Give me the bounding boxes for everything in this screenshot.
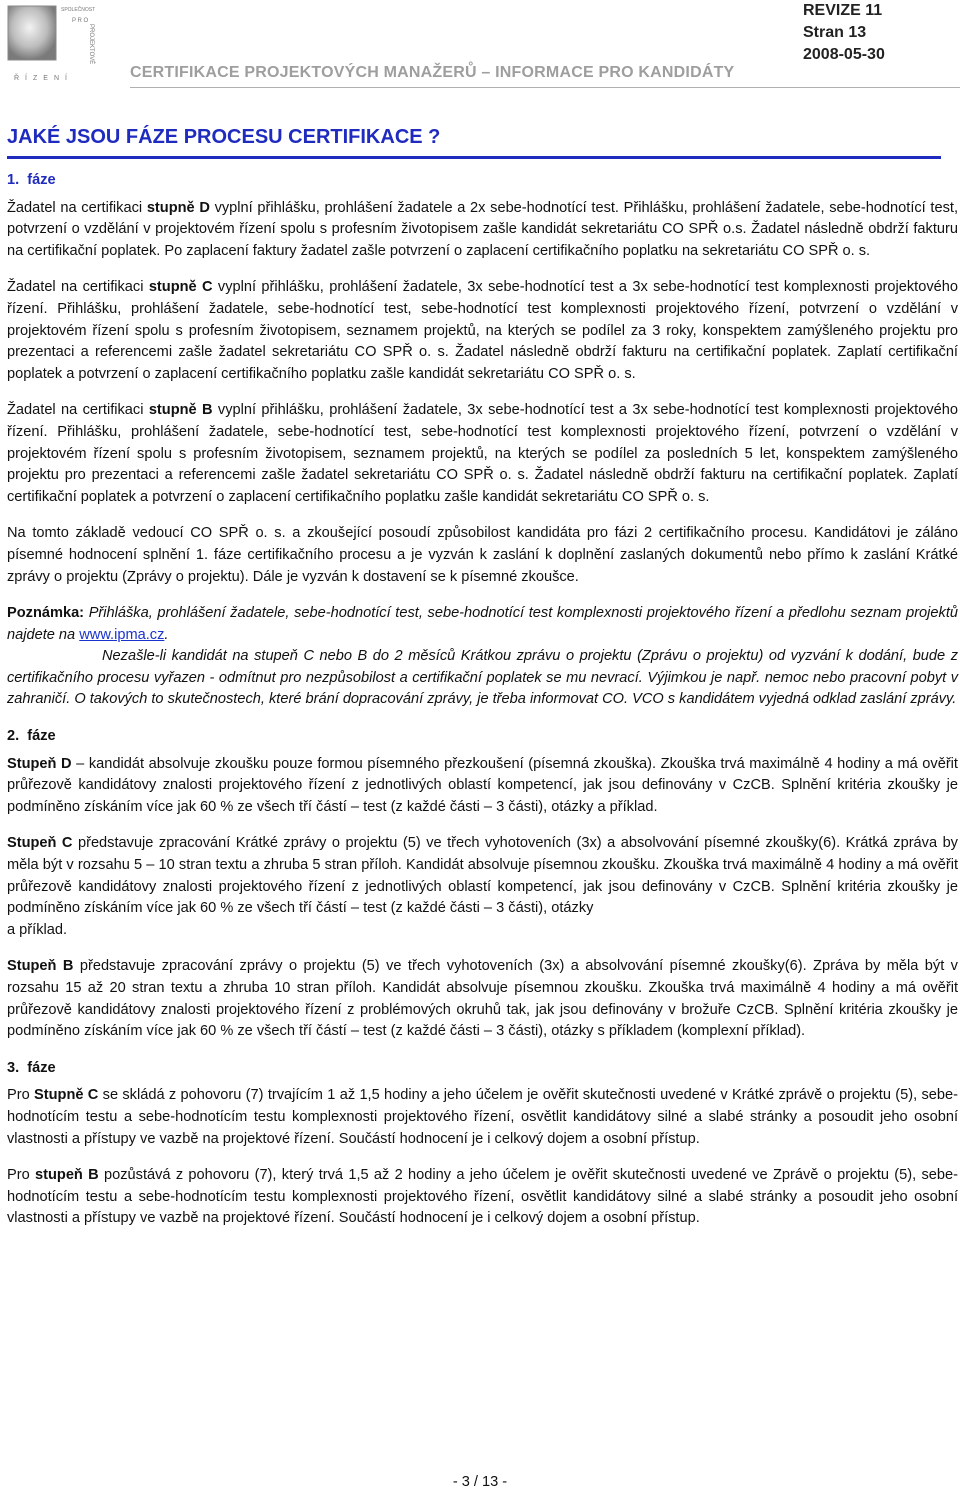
phase-3-stage-c-paragraph <box>7 1085 958 1150</box>
stage-c-label: stupně C <box>148 279 213 296</box>
phase-2-word: fáze <box>27 728 56 745</box>
phase-1-summary-paragraph: Na tomto základě vedoucí CO SPŘ o. s. a zkoušející posoudí způsobilost kandidáta pro fázi 2 certifikačního procesu. Kandidátovi je záláno písemné hodnocení splnění 1. fáze certifikačního procesu a je vyzván k zaslání k doplnění zaslaných dokumentů nebo přímo k zaslání Krátké zprávy o projektu (Zprávy o projektu). Dále je vyzván k dostavení se k písemné zkoušce. <box>7 525 958 585</box>
revision-block <box>803 0 885 66</box>
text-run: vyplní přihlášku, prohlášení žadatele, 3x sebe-hodnotící test a 3x sebe-hodnotící test komplexnosti projektového řízení. Přihlášku, prohlášení žadatele, sebe-hodnotící test, sebe-hodnotící test komplexnosti projektového řízení, potvrzení o vzdělání v projektovém řízení spolu s profesním životopisem, seznamem projektů, na kterých se podílel za posledních 5 let, konspektem zamýšleného projektu pro prezentaci a referencemi zašle žadatel sekretariátu CO SPŘ o. s. Žadatel následně obdrží fakturu na certifikační poplatek. Zaplatí certifikační poplatek a potvrzení o zaplacení certifikačního poplatku zašle kandidát sekretariátu CO SPŘ o. s. <box>7 402 958 505</box>
date-label: 2008-05-30 <box>803 46 885 63</box>
note-label: Poznámka: <box>7 605 85 622</box>
stage-b-label: stupeň B <box>35 1167 99 1184</box>
stage-b-label: stupně B <box>148 402 213 419</box>
phase-2-stage-c-tail: a příklad. <box>7 921 68 938</box>
phase-1-stage-d-paragraph <box>7 198 958 263</box>
ipma-link[interactable]: www.ipma.cz <box>79 626 165 643</box>
text-run: vyplní přihlášku, prohlášení žadatele a 2x sebe-hodnotící test. Přihlášku, prohlášení žadatele, sebe-hodnotící test, potvrzení o vzdělání v projektovém řízení spolu s profesním životopisem zašle kandidát sekretariátu CO SPŘ o.s. Žadatel následně obdrží fakturu na certifikační poplatek. Po zaplacení faktury žadatel zašle potvrzení o zaplacení certifikačního poplatku na sekretariátu CO SPŘ o. s. <box>7 199 959 259</box>
phase-2-stage-b-paragraph <box>7 956 958 1042</box>
phase-2-heading <box>7 726 958 748</box>
svg-text:PROJEKTOVÉ: PROJEKTOVÉ <box>88 24 94 65</box>
phase-1-number: 1. <box>7 172 20 188</box>
text-run: Žadatel na certifikaci <box>7 199 147 216</box>
note-deadline-paragraph <box>7 646 958 711</box>
phase-2-stage-d-paragraph <box>7 754 958 819</box>
heading-divider <box>7 156 941 159</box>
stage-c-label: Stupeň C <box>7 835 73 852</box>
section-heading: JAKÉ JSOU FÁZE PROCESU CERTIFIKACE ? <box>7 126 441 148</box>
phase-2-number: 2. <box>7 728 20 745</box>
text-run: – kandidát absolvuje zkoušku pouze formou písemného přezkoušení (písemná zkouška). Zkouška trvá maximálně 4 hodiny a má ověřit průřezově kandidátovy znalosti projektového řízení z jednotlivých oblastí kompetencí, jak jsou definovány v CzCB. Splnění kritéria zkoušky je podmíněno získáním více jak 60 % ze všech tří částí – test (z každé části – 3 části), otázky a příklad. <box>7 755 958 815</box>
revision-label: REVIZE 11 <box>803 2 883 19</box>
phase-1-word: fáze <box>27 172 56 188</box>
phase-1-stage-b-paragraph <box>7 400 958 508</box>
phase-2-stage-c-paragraph <box>7 833 958 919</box>
stage-b-label: Stupeň B <box>7 958 74 975</box>
svg-text:SPOLEČNOST: SPOLEČNOST <box>61 7 96 13</box>
note-text: Přihláška, prohlášení žadatele, sebe-hodnotící test, sebe-hodnotící test komplexnosti projektového řízení a předlohu seznam projektů najdete na <box>7 605 958 643</box>
header-title: CERTIFIKACE PROJEKTOVÝCH MANAŽERŮ – INFORMACE PRO KANDIDÁTY <box>130 64 735 81</box>
document-body <box>7 170 958 1245</box>
page-footer: - 3 / 13 - <box>452 1474 508 1490</box>
stage-d-label: stupně D <box>146 199 210 216</box>
text-run: Žadatel na certifikaci <box>7 279 149 296</box>
phase-3-number: 3. <box>7 1059 20 1076</box>
text-run: Pro <box>7 1087 35 1104</box>
text-run: pozůstává z pohovoru (7), který trvá 1,5 až 2 hodiny a jeho účelem je ověřit skutečnosti uvedené ve Zprávě o projektu (5), sebe-hodnotícím testu a sebe-hodnotícím testu komplexnosti projektového řízení, osvětlit kandidátovy silné a slabé stránky a posoudit jeho osobní vlastnosti a přístupy ve vazbě na projektové řízení. Součástí hodnocení je i celkový dojem a osobní přístup. <box>7 1167 958 1227</box>
text-run: představuje zpracování zprávy o projektu (5) ve třech vyhotoveních (3x) a absolvování písemné zkoušky(6). Zpráva by měla být v rozsahu 15 až 20 stran textu a zhruba 10 stran příloh. Kandidát absolvuje písemnou zkoušku. Zkouška trvá maximálně 4 hodiny a má ověřit průřezově kandidátovy znalosti projektového řízení z problémových okruhů tak, jak jsou definovány v brožuře CzCB. Splnění kritéria zkoušky je podmíněno získáním více jak 60 % ze všech tří částí – test (z každé části – 3 části), otázky s příkladem (komplexní příklad). <box>7 958 958 1040</box>
note-end: . <box>164 626 169 643</box>
header-divider <box>130 87 960 88</box>
phase-1-heading <box>7 170 958 192</box>
phase-3-heading <box>7 1058 958 1080</box>
company-logo <box>6 2 128 88</box>
text-run: Žadatel na certifikaci <box>7 402 149 419</box>
text-run: vyplní přihlášku, prohlášení žadatele, 3x sebe-hodnotící test a 3x sebe-hodnotící test komplexnosti projektového řízení. Přihlášku, prohlášení žadatele, sebe-hodnotící test, sebe-hodnotící test komplexnosti projektového řízení, potvrzení o vzdělání v projektovém řízení spolu s profesním životopisem, seznamem projektů, na kterých se podílel za 3 roky, konspektem zamýšleného projektu pro prezentaci a referencemi zašle žadatel sekretariátu CO SPŘ o. s. Žadatel následně obdrží fakturu na certifikační poplatek. Zaplatí certifikační poplatek a potvrzení o zaplacení certifikačního poplatku zašle kandidát sekretariátu CO SPŘ o. s. <box>7 279 958 382</box>
text-run: se skládá z pohovoru (7) trvajícím 1 až 1,5 hodiny a jeho účelem je ověřit skutečnosti uvedené v Krátké zprávě o projektu (5), sebe-hodnotícím testu a sebe-hodnotícím testu komplexnosti projektového řízení, osvětlit kandidátovy silné a slabé stránky a posoudit jeho osobní vlastnosti a přístupy ve vazbě na projektové řízení. Součástí hodnocení je i celkový dojem a osobní přístup. <box>7 1087 958 1147</box>
stage-d-label: Stupeň D <box>7 755 72 772</box>
phase-3-word: fáze <box>27 1059 56 1076</box>
svg-text:P R O: P R O <box>72 18 89 24</box>
stage-c-label: Stupně C <box>34 1087 99 1104</box>
note-indent <box>7 648 102 664</box>
text-run: Pro <box>7 1167 36 1184</box>
page-label: Stran 13 <box>803 24 867 41</box>
svg-text:ŘÍZENÍ: ŘÍZENÍ <box>14 75 73 82</box>
text-run: představuje zpracování Krátké zprávy o projektu (5) ve třech vyhotoveních (3x) a absolvování písemné zkoušky(6). Krátká zpráva by měla být v rozsahu 5 – 10 stran textu a zhruba 5 stran příloh. Kandidát absolvuje písemnou zkoušku. Zkouška trvá maximálně 4 hodiny a má ověřit průřezově kandidátovy znalosti projektového řízení z jednotlivých oblastí kompetencí, jak jsou definovány v CzCB. Splnění kritéria zkoušky je podmíněno získáním více jak 60 % ze všech tří částí – test (z každé části – 3 části), otázky <box>7 835 958 917</box>
note-deadline-text: Nezašle-li kandidát na stupeň C nebo B do 2 měsíců Krátkou zprávu o projektu (Zprávu o projektu) od vyzvání k dodání, bude z certifikačního procesu vyřazen - odmítnut pro nezpůsobilost a certifikační poplatek se mu nevrací. Výjimkou je např. nemoc nebo pracovní pobyt v zahraničí. O takových to skutečnostech, které brání dopracování zprávy, je třeba informovat CO. VCO s kandidátem vyjedná odklad zaslání zprávy. <box>7 648 958 708</box>
phase-1-stage-c-paragraph <box>7 277 958 385</box>
phase-3-stage-b-paragraph <box>7 1165 958 1230</box>
note-paragraph <box>7 603 958 646</box>
